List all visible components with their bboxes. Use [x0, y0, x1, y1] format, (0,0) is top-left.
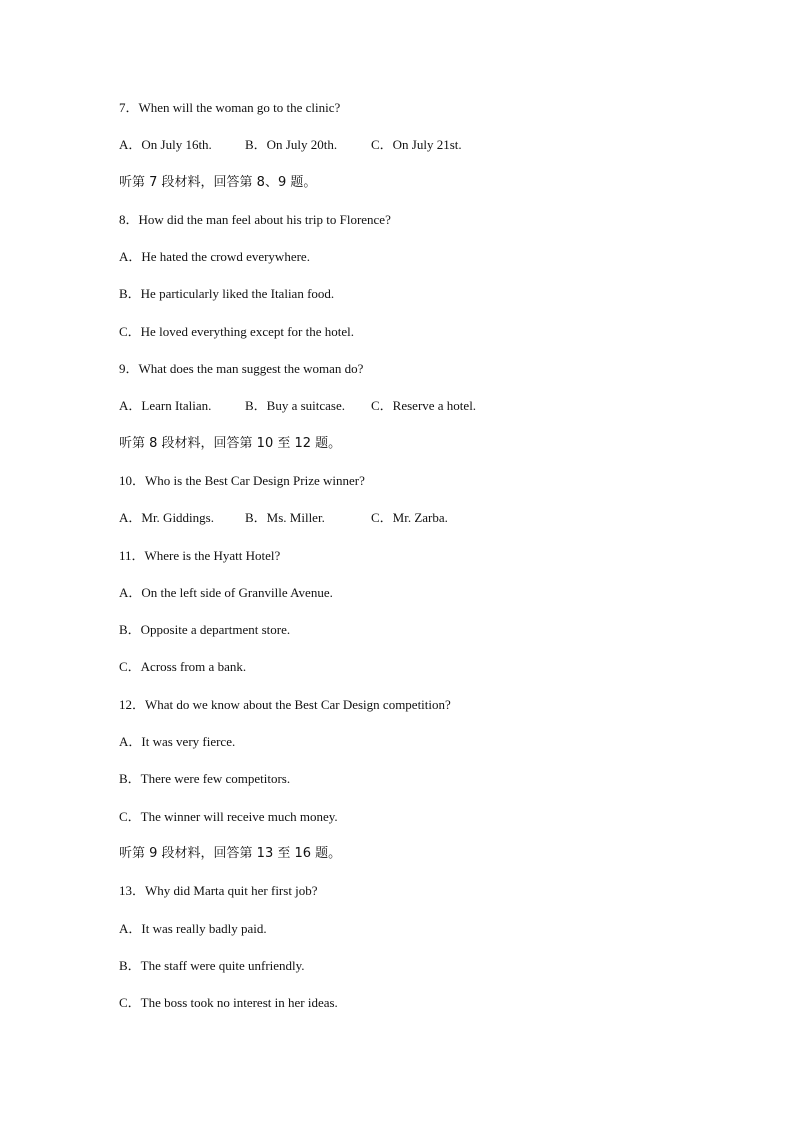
- option-a: A．On July 16th.: [119, 137, 212, 153]
- option-b: B．Ms. Miller.: [245, 510, 325, 526]
- question-10: 10．Who is the Best Car Design Prize winner?: [119, 472, 365, 488]
- question-9-options: [119, 397, 719, 434]
- question-8: 8．How did the man feel about his trip to Florence?: [119, 211, 391, 227]
- question-12-option-c: C．The winner will receive much money.: [119, 808, 338, 824]
- option-a: A．Learn Italian.: [119, 398, 212, 414]
- option-a: A．Mr. Giddings.: [119, 510, 214, 526]
- question-7-options: [119, 136, 719, 173]
- question-11-option-c: C．Across from a bank.: [119, 659, 247, 675]
- question-13-option-c: C．The boss took no interest in her ideas.: [119, 995, 338, 1011]
- question-list: [119, 99, 719, 1031]
- question-13: 13．Why did Marta quit her first job?: [119, 883, 318, 899]
- option-c: C．On July 21st.: [371, 137, 462, 153]
- question-13-option-b: B．The staff were quite unfriendly.: [119, 957, 305, 973]
- section-heading-8: 听第 8 段材料，回答第 10 至 12 题。: [119, 435, 342, 451]
- section-heading-7: 听第 7 段材料，回答第 8、9 题。: [119, 174, 317, 190]
- question-8-option-a: A．He hated the crowd everywhere.: [119, 249, 310, 265]
- section-heading-9: 听第 9 段材料，回答第 13 至 16 题。: [119, 845, 342, 861]
- question-11-option-a: A．On the left side of Granville Avenue.: [119, 584, 333, 600]
- option-b: B．Buy a suitcase.: [245, 398, 346, 414]
- question-12-option-b: B．There were few competitors.: [119, 771, 291, 787]
- question-8-option-b: B．He particularly liked the Italian food.: [119, 286, 335, 302]
- option-b: B．On July 20th.: [245, 137, 338, 153]
- question-8-option-c: C．He loved everything except for the hotel.: [119, 323, 355, 339]
- question-11-option-b: B．Opposite a department store.: [119, 622, 291, 638]
- question-10-options: [119, 509, 719, 546]
- question-13-option-a: A．It was really badly paid.: [119, 920, 267, 936]
- question-7: 7．When will the woman go to the clinic?: [119, 100, 341, 115]
- question-12: 12．What do we know about the Best Car Design competition?: [119, 696, 451, 712]
- option-c: C．Reserve a hotel.: [371, 398, 477, 414]
- option-c: C．Mr. Zarba.: [371, 510, 448, 526]
- question-9: 9．What does the man suggest the woman do?: [119, 361, 364, 377]
- question-11: 11．Where is the Hyatt Hotel?: [119, 547, 281, 563]
- question-12-option-a: A．It was very fierce.: [119, 734, 236, 750]
